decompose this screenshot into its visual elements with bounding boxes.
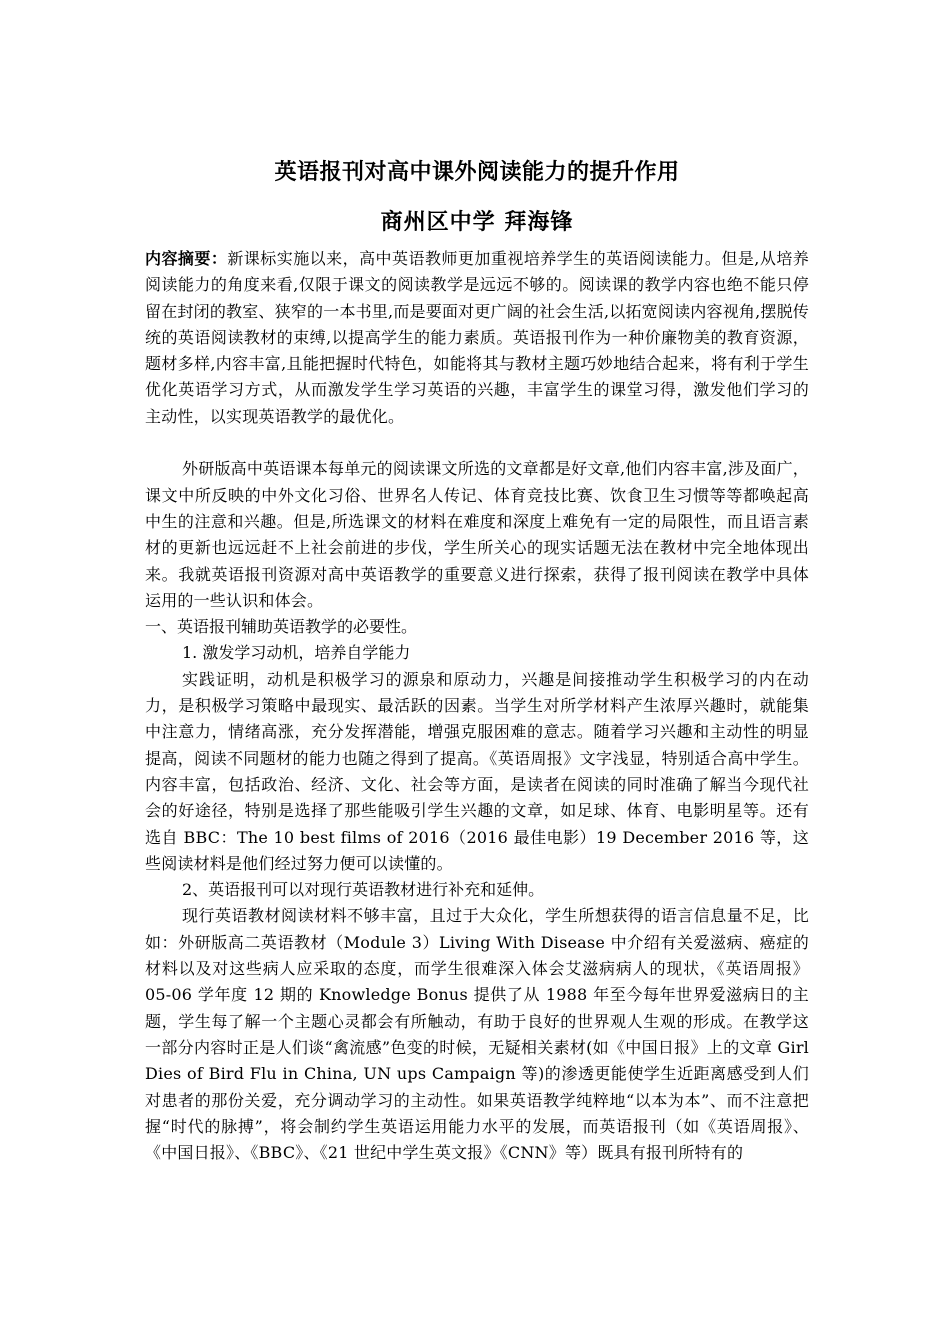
intro-paragraph: 外研版高中英语课本每单元的阅读课文所选的文章都是好文章,他们内容丰富,涉及面广，课文中所反映的中外文化习俗、世界名人传记、体育竞技比赛、饮食卫生习惯等等都唤起高中生的注意和兴趣。但是,所选课文的材料在难度和深度上难免有一定的局限性，而且语言素材的更新也远远赶不上社会前进的步伐，学生所关心的现实话题无法在教材中完全地体现出来。我就英语报刊资源对高中英语教学的重要意义进行探索，获得了报刊阅读在教学中具体运用的一些认识和体会。 <box>145 459 809 610</box>
abstract-paragraph <box>145 246 809 430</box>
document-body <box>145 150 809 1166</box>
abstract-label: 内容摘要： <box>145 249 228 268</box>
section-heading: 一、英语报刊辅助英语教学的必要性。 <box>145 617 418 637</box>
document-title: 英语报刊对高中课外阅读能力的提升作用 <box>274 159 680 185</box>
subsection-heading: 1. 激发学习动机，培养自学能力 <box>182 643 411 663</box>
body-paragraph: 现行英语教材阅读材料不够丰富，且过于大众化，学生所想获得的语言信息量不足，比如：外研版高二英语教材（Module 3）Living With Disease 中介绍有关爱滋病、癌症的材料以及对这些病人应采取的态度，而学生很难深入体会艾滋病病人的现状，《英语周报》05-06 学年度 12 期的 Knowledge Bonus 提供了从 1988 年至今每年世界爱滋病日的主题，学生每了解一个主题心灵都会有所触动，有助于良好的世界观人生观的形成。在教学这一部分内容时正是人们谈“禽流感”色变的时候，无疑相关素材(如《中国日报》上的文章 Girl Dies of Bird Flu in China, UN ups Campaign 等)的渗透更能使学生近距离感受到人们对患者的那份关爱，充分调动学习的主动性。如果英语教学纯粹地“以本为本”、而不注意把握“时代的脉搏”，将会制约学生英语运用能力水平的发展，而英语报刊（如《英语周报》、《中国日报》、《BBC》、《21 世纪中学生英文报》《CNN》等）既具有报刊所特有的 <box>145 906 809 1163</box>
paragraph-spacer <box>145 430 809 456</box>
document-author: 商州区中学 拜海锋 <box>380 209 574 235</box>
abstract-text: 新课标实施以来，高中英语教师更加重视培养学生的英语阅读能力。但是,从培养阅读能力的角度来看,仅限于课文的阅读教学是远远不够的。阅读课的教学内容也绝不能只停留在封闭的教室、狭窄的一本书里,而是要面对更广阔的社会生活,以拓宽阅读内容视角,摆脱传统的英语阅读教材的束缚,以提高学生的能力素质。英语报刊作为一种价廉物美的教育资源，题材多样,内容丰富,且能把握时代特色，如能将其与教材主题巧妙地结合起来，将有利于学生优化英语学习方式，从而激发学生学习英语的兴趣，丰富学生的课堂习得，激发他们学习的主动性，以实现英语教学的最优化。 <box>145 249 809 426</box>
body-paragraph: 实践证明，动机是积极学习的源泉和原动力，兴趣是间接推动学生积极学习的内在动力，是积极学习策略中最现实、最活跃的因素。当学生对所学材料产生浓厚兴趣时，就能集中注意力，情绪高涨，充分发挥潜能，增强克服困难的意志。随着学习兴趣和主动性的明显提高，阅读不同题材的能力也随之得到了提高。《英语周报》文字浅显，特别适合高中学生。内容丰富，包括政治、经济、文化、社会等方面，是读者在阅读的同时准确了解当今现代社会的好途径，特别是选择了那些能吸引学生兴趣的文章，如足球、体育、电影明星等。还有选自 BBC：The 10 best films of 2016（2016 最佳电影）19 December 2016 等，这些阅读材料是他们经过努力便可以读懂的。 <box>145 669 809 873</box>
subsection-heading: 2、英语报刊可以对现行英语教材进行补充和延伸。 <box>182 880 545 900</box>
